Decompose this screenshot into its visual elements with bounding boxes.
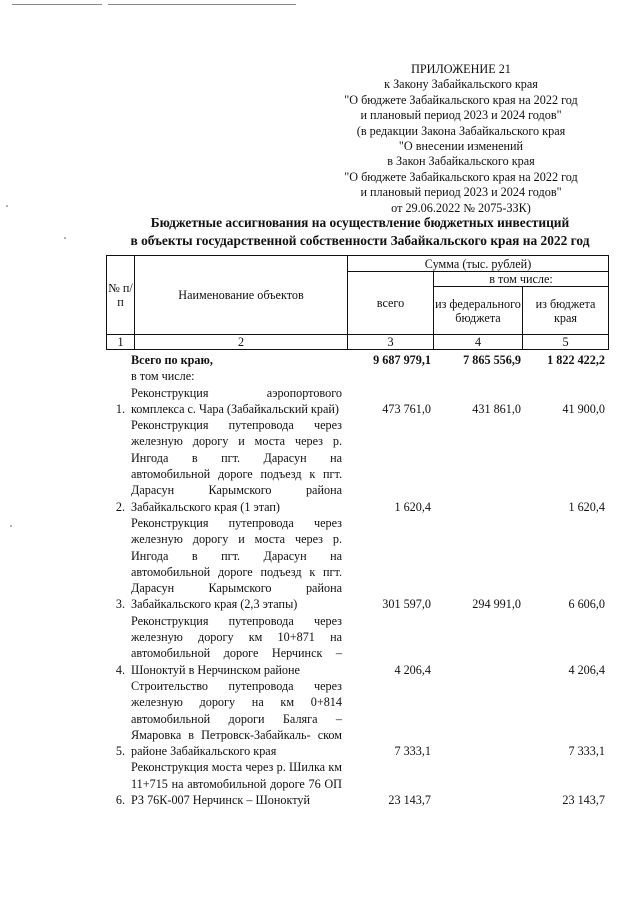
row-name: Реконструкция путепровода через железную дорогу и моста через р. Ингода в пгт. Дарасун на автомобильной дороге подъезд к пгт. Дарасун Карымского района Забайкальского края (1 этап) [131, 418, 342, 514]
header-sum: Сумма (тыс. рублей) [348, 256, 609, 272]
appendix-line: ПРИЛОЖЕНИЕ 21 [411, 62, 511, 76]
header-total: всего [348, 272, 434, 335]
total-regional-value: 1 822 422,2 [547, 353, 605, 367]
row-number: 1. [115, 401, 125, 416]
total-value: 9 687 979,1 [373, 353, 431, 367]
row-federal [434, 759, 524, 808]
row-federal: 294 991,0 [472, 597, 521, 612]
appendix-line: "О бюджете Забайкальского края на 2022 год [344, 92, 578, 107]
title-line-1: Бюджетные ассигнования на осуществление бюджетных инвестиций [150, 215, 570, 230]
row-total: 7 333,1 [394, 744, 431, 759]
header-including: в том числе: [434, 272, 609, 287]
appendix-line: к Закону Забайкальского края [384, 77, 538, 92]
appendix-line: и плановый период 2023 и 2024 годов" [360, 108, 562, 123]
document-title [100, 214, 620, 250]
row-regional: 4 206,4 [568, 662, 605, 677]
appendix-line: "О бюджете Забайкальского края на 2022 год [344, 169, 578, 184]
row-number: 6. [115, 793, 125, 808]
row-total: 473 761,0 [382, 401, 431, 416]
row-number: 4. [115, 662, 125, 677]
row-total: 1 620,4 [394, 499, 431, 514]
total-row [106, 352, 608, 385]
row-regional: 1 620,4 [568, 499, 605, 514]
scan-speck [6, 205, 8, 207]
table-body [106, 352, 608, 808]
row-regional: 41 900,0 [562, 401, 605, 416]
row-total: 4 206,4 [394, 662, 431, 677]
row-name: Реконструкция аэропортового комплекса с. Чара (Забайкальский край) [131, 385, 342, 416]
row-federal [434, 417, 524, 515]
table-row [106, 417, 608, 515]
total-label: Всего по краю, [131, 353, 213, 367]
row-name: Реконструкция путепровода через железную дорогу и моста через р. Ингода в пгт. Дарасун на автомобильной дороге подъезд к пгт. Дарасун Карымского района Забайкальского края (2,3 этапы) [131, 515, 342, 612]
header-federal: из федерального бюджета [434, 287, 523, 335]
row-total: 23 143,7 [388, 793, 431, 808]
scan-top-line [12, 4, 102, 5]
row-number: 2. [115, 499, 125, 514]
appendix-header [296, 62, 626, 216]
appendix-line: и плановый период 2023 и 2024 годов" [360, 185, 562, 200]
row-regional: 7 333,1 [568, 744, 605, 759]
header-num: № п/п [107, 256, 135, 335]
row-number: 5. [115, 744, 125, 759]
title-line-2: в объекты государственной собственности Забайкальского края на 2022 год [130, 233, 590, 248]
appendix-line: "О внесении изменений [398, 139, 524, 154]
scan-speck [10, 525, 12, 527]
row-total: 301 597,0 [382, 597, 431, 612]
table-row [106, 678, 608, 759]
header-name: Наименование объектов [135, 256, 348, 335]
row-federal [434, 613, 524, 678]
table-row [106, 515, 608, 613]
appendix-line: в Закон Забайкальского края [387, 154, 535, 169]
col-number: 2 [135, 335, 348, 350]
col-number: 1 [107, 335, 135, 350]
row-number: 3. [115, 597, 125, 612]
total-federal-value: 7 865 556,9 [463, 353, 521, 367]
row-name: Строительство путепровода через железную дорогу на км 0+814 автомобильной дороги Балягa – Ямаровка в Петровск-Забайкаль- ском районе Забайкальского края [131, 678, 342, 759]
scan-speck [64, 237, 66, 239]
row-name: Реконструкция путепровода через железную дорогу км 10+871 на автомобильной дороге Нерчинск – Шоноктуй в Нерчинском районе [131, 613, 342, 677]
col-number: 3 [348, 335, 434, 350]
row-federal: 431 861,0 [472, 401, 521, 416]
col-number: 4 [434, 335, 523, 350]
table-row [106, 385, 608, 418]
row-name: Реконструкция моста через р. Шилка км 11+715 на автомобильной дороге 76 ОП РЗ 76К-007 Нерчинск – Шоноктуй [131, 760, 342, 808]
row-regional: 23 143,7 [562, 793, 605, 808]
table-header [106, 255, 609, 350]
appendix-line: от 29.06.2022 № 2075-ЗЗК) [391, 200, 531, 215]
total-including-label: в том числе: [131, 369, 195, 384]
row-federal [434, 678, 524, 759]
row-regional: 6 606,0 [568, 597, 605, 612]
appendix-line: (в редакции Закона Забайкальского края [356, 123, 566, 138]
table-row [106, 759, 608, 808]
scan-top-line [108, 4, 296, 5]
table-row [106, 613, 608, 678]
header-regional: из бюджета края [523, 287, 609, 335]
col-number: 5 [523, 335, 609, 350]
total-row-label [128, 352, 346, 385]
